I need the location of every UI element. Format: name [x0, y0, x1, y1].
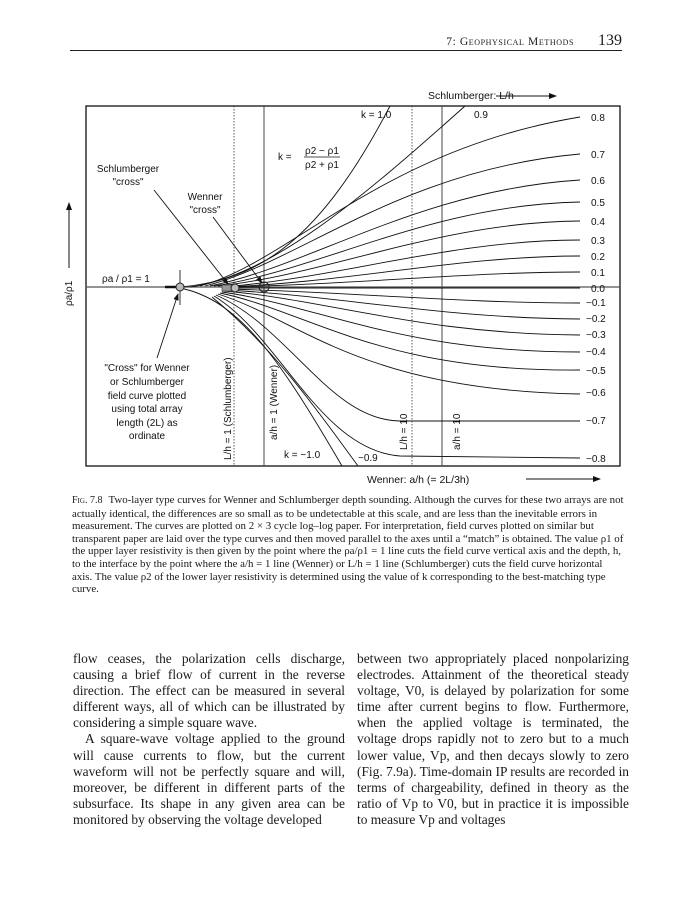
figure-caption	[72, 494, 624, 596]
ah10-label: a/h = 10	[452, 413, 463, 450]
paragraph: flow ceases, the polarization cells discharge, causing a brief flow of current in the reverse direction. The effect can be measured in several different ways, all of which can be illustrated by considering a simple square wave.	[73, 651, 345, 731]
left-axis-label: ρa/ρ1	[64, 280, 75, 306]
bottom-axis-label: Wenner: a/h (= 2L/3h)	[367, 474, 470, 486]
k-neg-1-label: k = −1.0	[284, 450, 321, 461]
svg-text:−0.1: −0.1	[586, 298, 606, 309]
svg-text:"cross": "cross"	[189, 205, 221, 216]
svg-text:0.4: 0.4	[591, 217, 605, 228]
svg-text:0.6: 0.6	[591, 176, 605, 187]
svg-text:−0.4: −0.4	[586, 347, 606, 358]
svg-text:ρ2 − ρ1: ρ2 − ρ1	[305, 146, 339, 157]
svg-text:Schlumberger: Schlumberger	[96, 164, 160, 175]
svg-text:or Schlumberger: or Schlumberger	[110, 377, 184, 388]
svg-text:length (2L) as: length (2L) as	[116, 418, 178, 429]
lh10-label: L/h = 10	[399, 413, 410, 450]
paragraph: between two appropriately placed nonpolarizing electrodes. Attainment of the theoretical steady voltage, V0, is delayed by polarization for some time after current begins to flow. Furthermore, when the applied voltage is terminated, the voltage drops rapidly not to zero but to a much lower value, Vp, and then decays slowly to zero (Fig. 7.9a). Time-domain IP results are recorded in terms of chargeability, defined in theory as the ratio of Vp to V0, but in practice it is impossible to measure Vp and voltages	[357, 651, 629, 827]
schlumberger-cross-annotation	[97, 164, 160, 188]
svg-text:0.3: 0.3	[591, 236, 605, 247]
body-column-right	[357, 651, 629, 828]
svg-text:field curve plotted: field curve plotted	[107, 391, 187, 402]
top-axis-label: Schlumberger: L/h	[428, 90, 514, 102]
wenner-cross-annotation	[188, 192, 224, 216]
k-formula	[278, 146, 340, 171]
svg-text:0.8: 0.8	[591, 113, 605, 124]
svg-text:−0.2: −0.2	[586, 314, 606, 325]
svg-text:k =: k =	[278, 152, 292, 163]
svg-text:−0.5: −0.5	[586, 366, 606, 377]
svg-text:−0.6: −0.6	[586, 388, 606, 399]
svg-text:0.0: 0.0	[591, 284, 605, 295]
baseline-label: ρa / ρ1 = 1	[102, 274, 150, 285]
field-cross-annotation	[104, 363, 190, 442]
field-cross-leader	[157, 294, 178, 358]
k-pos-1-label: k = 1.0	[361, 110, 392, 121]
paragraph: A square-wave voltage applied to the ground will cause currents to flow, but the current waveform will not be perfectly square and will, moreover, be different in different parts of the subsurface. Its shape in any given area can be monitored by observing the voltage developed	[73, 731, 345, 827]
schlumberger-cross-marker	[165, 270, 184, 305]
svg-text:0.2: 0.2	[591, 252, 605, 263]
field-cross-marker	[222, 284, 239, 292]
type-curves-positive	[180, 106, 580, 288]
svg-text:0.1: 0.1	[591, 268, 605, 279]
right-k-labels	[586, 113, 606, 465]
svg-text:"Cross" for Wenner: "Cross" for Wenner	[104, 363, 190, 374]
svg-text:0.5: 0.5	[591, 198, 605, 209]
svg-text:ordinate: ordinate	[128, 431, 166, 442]
caption-text: Two-layer type curves for Wenner and Schlumberger depth sounding. Although the curves for these two arrays are not actually identical, the differences are so small as to be undetectable at this scale, and are less than the inevitable errors in measurement. The curves are plotted on 2 × 3 cycle log–log paper. For interpretation, field curves plotted on similar but transparent paper are laid over the type curves and then moved parallel to the axes until a “match” is obtained. The value ρ1 of the upper layer resistivity is then given by the point where the ρa/ρ1 = 1 line cuts the field curve vertical axis and the depth, h, to the interface by the point where the a/h = 1 line (Wenner) or L/h = 1 line (Schlumberger) cuts the field curve horizontal axis. The value ρ2 of the lower layer resistivity is determined using the value of k corresponding to the best-matching type curve.	[72, 494, 624, 596]
k-neg-09-label: −0.9	[358, 453, 378, 464]
svg-text:−0.3: −0.3	[586, 330, 606, 341]
type-curves-negative	[180, 288, 580, 466]
svg-text:Wenner: Wenner	[187, 192, 223, 203]
svg-text:ρ2 + ρ1: ρ2 + ρ1	[305, 160, 339, 171]
ah1-label: a/h = 1 (Wenner)	[269, 364, 280, 440]
lh1-label: L/h = 1 (Schlumberger)	[223, 357, 234, 460]
body-column-left	[73, 651, 345, 828]
svg-text:using total array: using total array	[111, 404, 183, 415]
section-title: 7: Geophysical Methods	[446, 36, 574, 48]
k-09-label: 0.9	[474, 110, 488, 121]
page-number: 139	[598, 32, 622, 49]
svg-text:0.7: 0.7	[591, 150, 605, 161]
svg-text:−0.8: −0.8	[586, 454, 606, 465]
caption-label: Fig. 7.8	[72, 495, 103, 506]
svg-text:−0.7: −0.7	[586, 416, 606, 427]
svg-text:"cross": "cross"	[112, 177, 144, 188]
